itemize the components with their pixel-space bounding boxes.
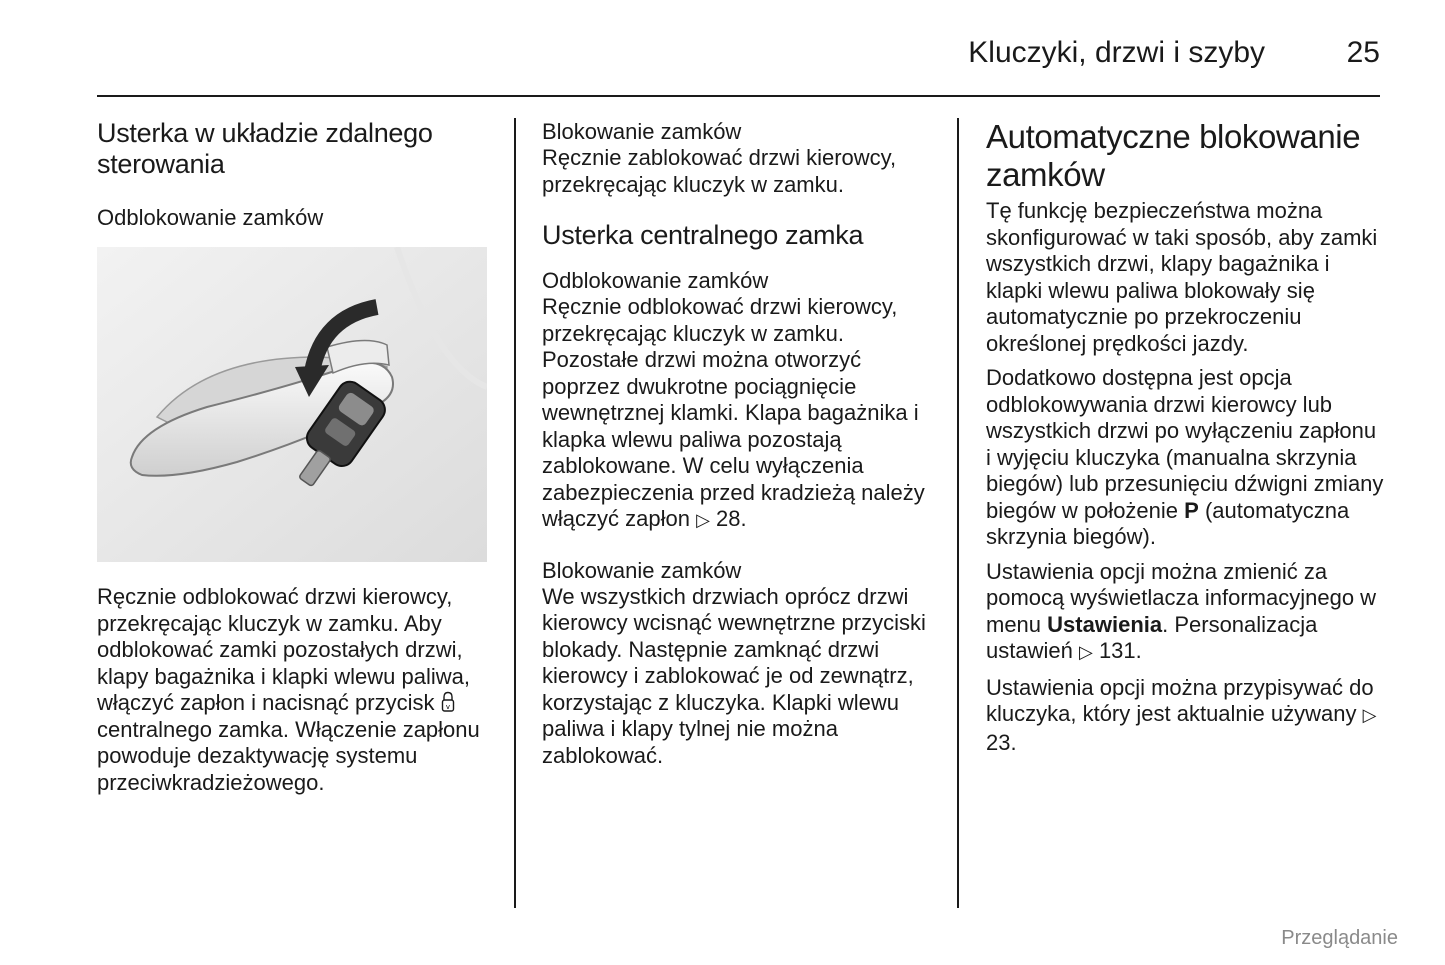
column-divider [514,118,516,908]
door-handle-key-illustration [97,247,487,562]
page-reference-link[interactable]: 131. [1098,638,1142,663]
column-right [986,118,1386,756]
column-divider [957,118,959,908]
central-lock-icon [441,690,455,715]
column-middle [542,118,942,769]
cross-reference-arrow-icon: ▷ [696,510,710,531]
running-header-title: Kluczyki, drzwi i szyby [968,36,1265,69]
paragraph-text: Ustawienia opcji można przypisywać do kluczyka, który jest aktualnie używany [986,674,1374,726]
page-reference-link[interactable]: 28. [716,506,747,531]
paragraph [97,584,497,796]
column-left [97,118,497,796]
cross-reference-arrow-icon: ▷ [1078,642,1093,663]
paragraph: Ręcznie zablokować drzwi kierowcy, przekręcając kluczyk w zamku. [542,145,897,197]
subsection-heading: Blokowanie zamków [542,557,742,583]
paragraph [986,365,1386,551]
cross-reference-arrow-icon: ▷ [1362,705,1377,726]
paragraph-text: Ręcznie odblokować drzwi kierowcy, przekręcając kluczyk w zamku. Aby odblokować zamki pozostałych drzwi, klapy bagażnika i klapki wlewu paliwa, włączyć zapłon i nacisnąć przycisk [97,584,470,715]
page-reference-link[interactable]: 23. [986,729,1017,755]
paragraph [986,559,1386,667]
paragraph-text: Dodatkowo dostępna jest opcja odblokowywania drzwi kierowcy lub wszystkich drzwi po wyłączeniu zapłonu i wyjęciu kluczyka (manualna skrzynia biegów) lub przesunięciu dźwigni zmiany biegów w położenie [986,365,1384,523]
section-heading: Usterka w układzie zdalnego sterowania [97,118,433,179]
section-heading: Usterka centralnego zamka [542,220,864,250]
paragraph [986,675,1386,757]
browse-link[interactable]: Przeglądanie [1281,927,1398,949]
page-number: 25 [1346,36,1380,69]
subsection-heading: Blokowanie zamków [542,119,742,144]
subsection-heading: Odblokowanie zamków [97,205,324,230]
paragraph-text: centralnego zamka. Włączenie zapłonu powoduje dezaktywację systemu przeciwkradzieżowego. [97,716,480,795]
paragraph: We wszystkich drzwiach oprócz drzwi kierowcy wcisnąć wewnętrzne przyciski blokady. Następnie zamknąć drzwi kierowcy i zablokować je od zewnątrz, korzystając z kluczyka. Klapki wlewu paliwa i klapy tylnej nie można zablokować. [542,583,926,768]
menu-name: Ustawienia [1047,611,1163,637]
svg-text:v: v [445,703,450,711]
paragraph-text: (automatyczna skrzynia biegów). [986,497,1350,549]
section-heading: Automatyczne blokowanie zamków [986,118,1361,193]
paragraph-text: Ustawienia opcji można zmienić za pomocą wyświetlacza informacyjnego w menu [986,558,1377,637]
paragraph: Tę funkcję bezpieczeństwa można skonfigurować w taki sposób, aby zamki wszystkich drzwi, klapy bagażnika i klapki wlewu paliwa blokowały się automatycznie po przekroczeniu określonej prędkości jazdy. [986,198,1378,356]
header-rule [97,95,1380,97]
gear-position-label: P [1184,497,1199,523]
paragraph [542,294,942,535]
paragraph-text: . Personalizacja ustawień [986,611,1318,663]
subsection-heading: Odblokowanie zamków [542,268,769,293]
paragraph-text: Ręcznie odblokować drzwi kierowcy, przekręcając kluczyk w zamku. Pozostałe drzwi można otworzyć poprzez dwukrotne pociągnięcie wewnętrznej klamki. Klapa bagażnika i klapka wlewu paliwa pozostają zablokowane. W celu wyłączenia zabezpieczenia przed kradzieżą należy włączyć zapłon [542,294,925,531]
door-handle-image [97,247,487,562]
